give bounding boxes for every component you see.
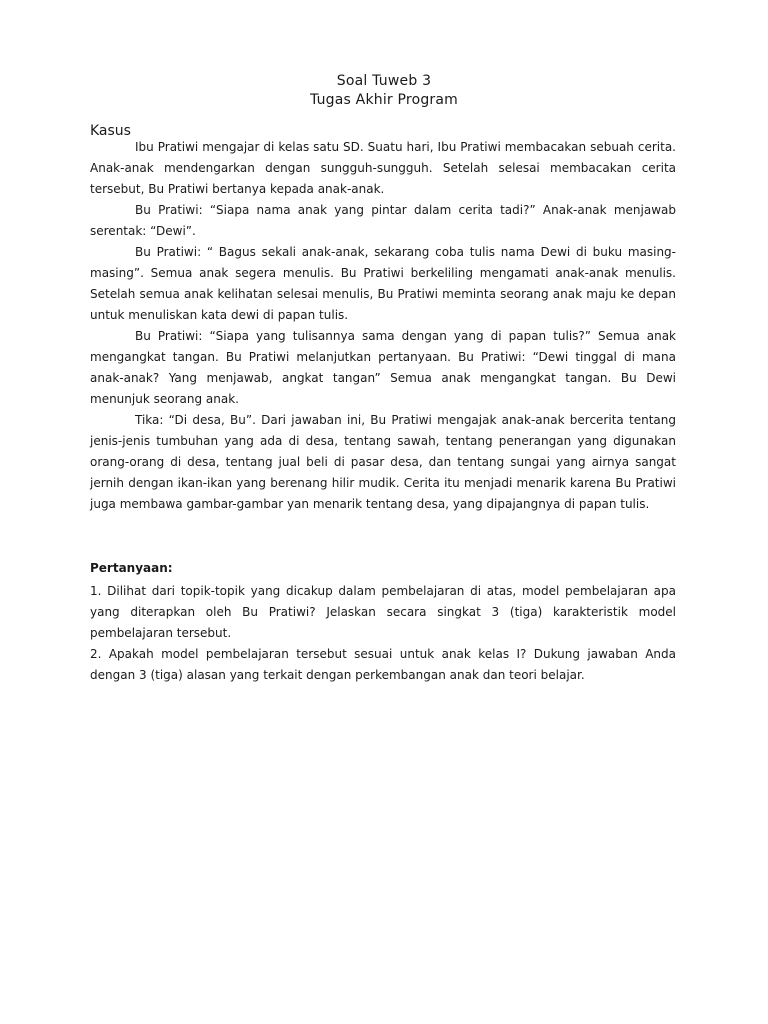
document-title: Soal Tuweb 3: [336, 73, 432, 89]
case-paragraph: Bu Pratiwi: “ Bagus sekali anak-anak, sekarang coba tulis nama Dewi di buku masing-masing”. Semua anak segera menulis. Bu Pratiwi berkeliling mengamati anak-anak menulis. Setelah semua anak kelihatan selesai menulis, Bu Pratiwi meminta seorang anak maju ke depan untuk menuliskan kata dewi di papan tulis.: [90, 245, 676, 322]
questions-section: [90, 558, 676, 686]
document-subtitle: Tugas Akhir Program: [309, 92, 459, 108]
title-block: [0, 72, 768, 110]
case-paragraph: Bu Pratiwi: “Siapa nama anak yang pintar dalam cerita tadi?” Anak-anak menjawab serentak: “Dewi”.: [90, 203, 676, 238]
question-item: 1. Dilihat dari topik-topik yang dicakup dalam pembelajaran di atas, model pembelajaran apa yang diterapkan oleh Bu Pratiwi? Jelaskan secara singkat 3 (tiga) karakteristik model pembelajaran tersebut.: [90, 584, 676, 640]
case-paragraph: Bu Pratiwi: “Siapa yang tulisannya sama dengan yang di papan tulis?” Semua anak mengangkat tangan. Bu Pratiwi melanjutkan pertanyaan. Bu Pratiwi: “Dewi tinggal di mana anak-anak? Yang menjawab, angkat tangan” Semua anak mengangkat tangan. Bu Dewi menunjuk seorang anak.: [90, 329, 676, 406]
case-paragraph: Tika: “Di desa, Bu”. Dari jawaban ini, Bu Pratiwi mengajak anak-anak bercerita tentang jenis-jenis tumbuhan yang ada di desa, tentang sawah, tentang penerangan yang digunakan orang-orang di desa, tentang jual beli di pasar desa, dan tentang sungai yang airnya sangat jernih dengan ikan-ikan yang berenang hilir mudik. Cerita itu menjadi menarik karena Bu Pratiwi juga membawa gambar-gambar yan menarik tentang desa, yang dipajangnya di papan tulis.: [90, 413, 676, 511]
questions-heading: Pertanyaan:: [90, 561, 173, 575]
case-body: [90, 137, 676, 515]
case-paragraph: Ibu Pratiwi mengajar di kelas satu SD. Suatu hari, Ibu Pratiwi membacakan sebuah cerita. Anak-anak mendengarkan dengan sungguh-sungguh. Setelah selesai membacakan cerita tersebut, Bu Pratiwi bertanya kepada anak-anak.: [90, 140, 676, 196]
case-heading: Kasus: [90, 123, 131, 139]
question-item: 2. Apakah model pembelajaran tersebut sesuai untuk anak kelas I? Dukung jawaban Anda dengan 3 (tiga) alasan yang terkait dengan perkembangan anak dan teori belajar.: [90, 647, 676, 682]
